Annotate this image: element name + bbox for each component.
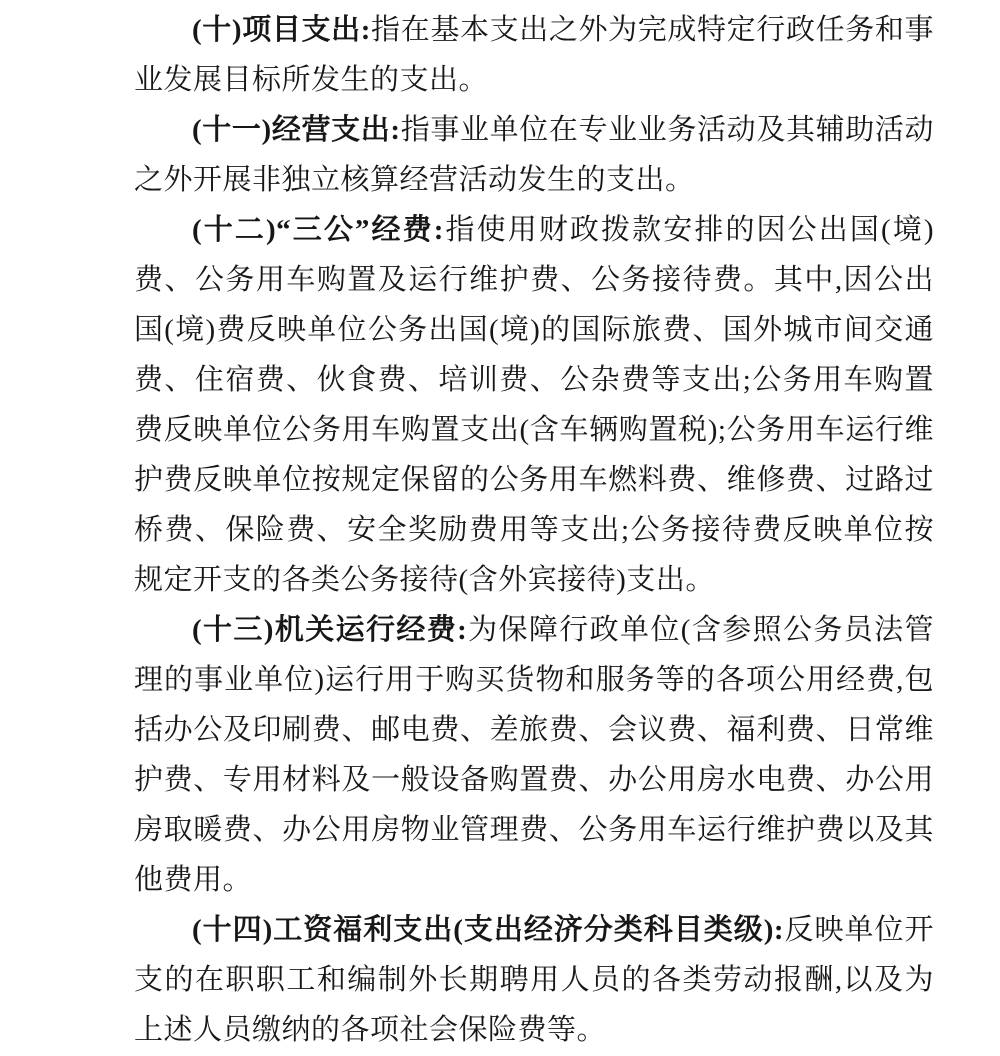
- paragraph-1: [134, 5, 934, 105]
- paragraph-body: 指使用财政拨款安排的因公出国(境)费、公务用车购置及运行维护费、公务接待费。其中,因公出国(境)费反映单位公务出国(境)的国际旅费、国外城市间交通费、住宿费、伙食费、培训费、公杂费等支出;公务用车购置费反映单位公务用车购置支出(含车辆购置税);公务用车运行维护费反映单位按规定保留的公务用车燃料费、维修费、过路过桥费、保险费、安全奖励费用等支出;公务接待费反映单位按规定开支的各类公务接待(含外宾接待)支出。: [134, 214, 934, 596]
- paragraph-heading: (十二)“三公”经费:: [192, 214, 444, 246]
- paragraph-5: [134, 905, 934, 1055]
- paragraph-body: 反映单位开支的在职职工和编制外长期聘用人员的各类劳动报酬,以及为上述人员缴纳的各项社会保险费等。: [134, 914, 934, 1046]
- paragraph-3: [134, 205, 934, 605]
- paragraph-body: 指在基本支出之外为完成特定行政任务和事业发展目标所发生的支出。: [134, 14, 934, 96]
- paragraph-4: [134, 605, 934, 905]
- paragraph-2: [134, 105, 934, 205]
- paragraph-heading: (十一)经营支出:: [192, 114, 401, 146]
- paragraph-heading: (十四)工资福利支出(支出经济分类科目类级):: [192, 914, 785, 946]
- paragraph-body: 指事业单位在专业业务活动及其辅助活动之外开展非独立核算经营活动发生的支出。: [134, 114, 934, 196]
- paragraph-heading: (十三)机关运行经费:: [192, 614, 468, 646]
- paragraph-heading: (十)项目支出:: [192, 14, 371, 46]
- document-body: [134, 5, 934, 1055]
- paragraph-body: 为保障行政单位(含参照公务员法管理的事业单位)运行用于购买货物和服务等的各项公用经费,包括办公及印刷费、邮电费、差旅费、会议费、福利费、日常维护费、专用材料及一般设备购置费、办公用房水电费、办公用房取暖费、办公用房物业管理费、公务用车运行维护费以及其他费用。: [134, 614, 934, 896]
